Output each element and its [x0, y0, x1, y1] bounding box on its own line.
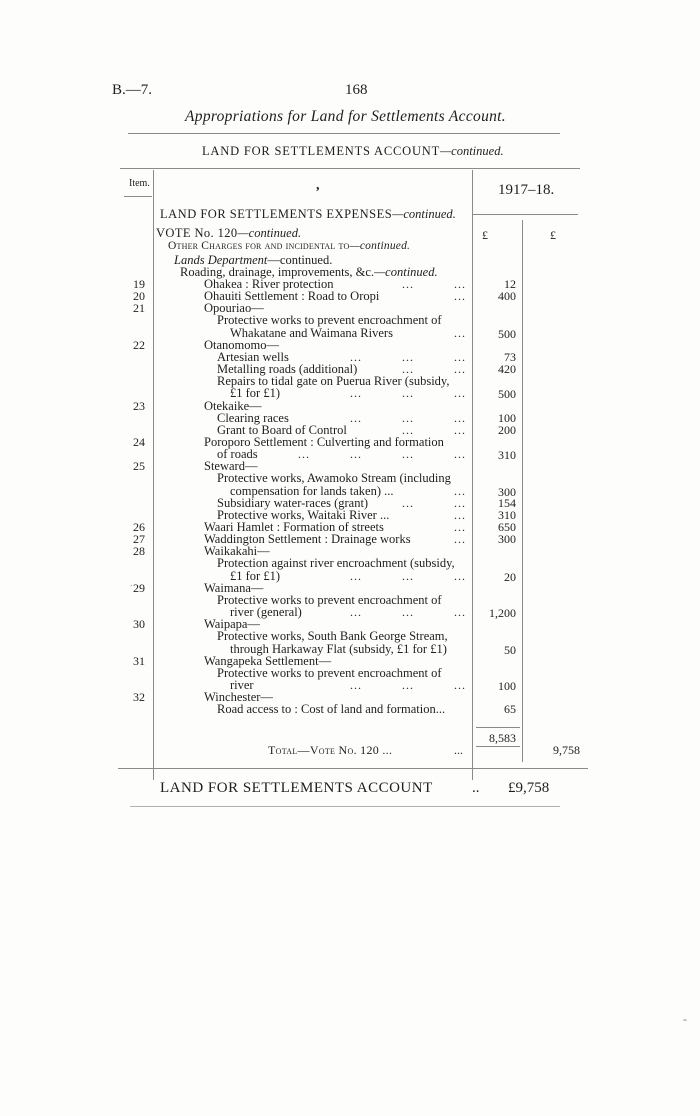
item-description-line: Whakatane and Waimana Rivers	[230, 325, 393, 340]
item-number: 28	[133, 544, 145, 559]
footer-total-dots: ..	[472, 780, 480, 796]
subtotal-rule	[476, 727, 520, 728]
leader-dots: ...	[454, 289, 466, 304]
total-dots: ...	[454, 743, 463, 757]
item-description-line: of roads	[217, 447, 258, 462]
leader-dots: ... ...	[402, 277, 466, 291]
leader-dots: ...	[454, 520, 466, 534]
amount-cell: 300	[498, 484, 516, 499]
section-title-suffix: —continued.	[392, 207, 456, 221]
top-rule	[128, 133, 560, 134]
table-top-rule	[120, 168, 580, 169]
year-header: 1917–18.	[498, 182, 555, 198]
item-header: Item.	[129, 178, 150, 189]
item-header-rule	[124, 196, 152, 197]
other-charges-suffix: —continued.	[349, 240, 411, 252]
subtotal-amount: 8,583	[489, 731, 516, 745]
item-description-line: Road access to : Cost of land and formation...	[217, 702, 446, 717]
item-number: 24	[133, 434, 145, 449]
section-title-main: LAND FOR SETTLEMENTS EXPENSES	[160, 207, 393, 221]
leader-dots: ... ... ...	[350, 605, 466, 620]
item-description-line: Ohauiti Settlement : Road to Oropi	[204, 289, 380, 304]
item-description-line: Otanomomo—	[204, 337, 279, 352]
amount-cell: 650	[498, 520, 516, 534]
footer-rule	[130, 806, 560, 807]
item-description-line: Waddington Settlement : Drainage works	[204, 532, 411, 547]
amount-cell: 100	[498, 678, 516, 693]
footer-total-amount: £9,758	[508, 780, 550, 796]
amount-cell: 310	[498, 448, 516, 463]
item-number: 22	[133, 337, 145, 352]
item-description-line: Protective works to prevent encroachment of	[217, 665, 442, 680]
amount-cell: 200	[498, 422, 516, 437]
leader-dots: ...	[454, 532, 466, 547]
section-title	[160, 207, 456, 222]
item-description-line: Protective works to prevent encroachment of	[217, 313, 442, 328]
header-mark: ,	[316, 178, 320, 193]
item-description-line: Waari Hamlet : Formation of streets	[204, 520, 384, 534]
item-description-line: Metalling roads (additional)	[217, 362, 358, 377]
item-description-line: Steward—	[204, 459, 258, 474]
leader-dots: ... ... ... ...	[298, 447, 466, 462]
amount-cell: 73	[504, 349, 516, 364]
leader-dots: ... ... ...	[350, 386, 466, 401]
leader-dots: ...	[454, 325, 466, 340]
item-number: 27	[133, 532, 145, 547]
item-description-line: Otekaike—	[204, 398, 262, 413]
item-description-line: through Harkaway Flat (subsidy, £1 for £1)	[230, 641, 447, 656]
leader-dots: ... ...	[402, 362, 466, 377]
leader-dots: ... ... ...	[350, 677, 466, 692]
item-number: 26	[133, 520, 145, 534]
vote-title-suffix: —continued.	[237, 226, 302, 240]
item-description-line: Grant to Board of Control	[217, 422, 347, 437]
item-description-line: Protection against river encroachment (subsidy,	[217, 556, 455, 571]
footer-total-label: LAND FOR SETTLEMENTS ACCOUNT	[160, 780, 433, 796]
leader-dots: ...	[454, 507, 466, 522]
item-number: 23	[133, 398, 145, 413]
amount-cell: 500	[498, 387, 516, 402]
subhead-main: Roading, drainage, improvements, &c.	[180, 265, 375, 279]
year-header-rule	[473, 214, 578, 215]
leader-dots: ... ...	[402, 495, 466, 510]
amount-cell: 20	[504, 569, 516, 584]
item-description-line: compensation for lands taken) ...	[230, 483, 394, 498]
item-description-line: river	[230, 677, 254, 692]
other-charges-main: Other Charges for and incidental to	[168, 240, 350, 252]
margin-mark: .	[130, 578, 133, 589]
item-description-line: Protective works, South Bank George Stream,	[217, 629, 448, 644]
item-column-rule	[153, 170, 154, 780]
amount-column-rule-mid	[522, 220, 523, 762]
account-title-main: LAND FOR SETTLEMENTS ACCOUNT	[202, 144, 441, 158]
total-label: Total—Vote No. 120 ...	[268, 743, 393, 757]
leader-dots: ...	[454, 483, 466, 498]
running-title: Appropriations for Land for Settlements Account.	[185, 108, 506, 125]
table-bottom-rule	[118, 768, 588, 769]
leader-dots: ... ... ...	[350, 349, 466, 364]
item-description-line: river (general)	[230, 605, 302, 620]
subtotal-underline	[476, 746, 520, 747]
department-suffix: —continued.	[267, 253, 333, 267]
total-amount: 9,758	[553, 743, 580, 757]
department-main: Lands Department	[174, 253, 268, 267]
item-description-line: Repairs to tidal gate on Puerua River (subsidy,	[217, 374, 450, 389]
amount-column-rule-left	[472, 170, 473, 780]
item-description-line: Wangapeka Settlement—	[204, 653, 332, 668]
leader-dots: ... ...	[402, 422, 466, 437]
amount-cell: 500	[498, 326, 516, 341]
currency-symbol-1: £	[482, 228, 488, 242]
item-number: 30	[133, 617, 145, 632]
amount-cell: 50	[504, 642, 516, 657]
amount-cell: 300	[498, 532, 516, 547]
account-title-suffix: —continued.	[440, 144, 504, 158]
amount-cell: 400	[498, 289, 516, 304]
item-description-line: Clearing races	[217, 410, 289, 425]
amount-cell: 100	[498, 410, 516, 425]
currency-symbol-2: £	[550, 228, 556, 242]
page-number: 168	[345, 82, 368, 98]
amount-cell: 420	[498, 362, 516, 377]
item-description-line: Protective works, Awamoko Stream (including	[217, 471, 451, 486]
item-number: 31	[133, 653, 145, 668]
amount-cell: 65	[504, 702, 516, 717]
item-description-line: Protective works to prevent encroachment of	[217, 592, 442, 607]
account-title	[202, 144, 504, 159]
subhead-suffix: —continued.	[374, 265, 438, 279]
item-number: 19	[133, 277, 145, 291]
item-description-line: Protective works, Waitaki River ...	[217, 507, 390, 522]
amount-cell: 12	[504, 277, 516, 291]
item-description-line: Opouriao—	[204, 301, 264, 316]
item-number: 32	[133, 690, 145, 705]
item-description-line: Waipapa—	[204, 617, 260, 632]
item-description-line: Ohakea : River protection	[204, 277, 334, 291]
leader-dots: ... ... ...	[350, 410, 466, 425]
item-number: 25	[133, 459, 145, 474]
item-description-line: Waimana—	[204, 580, 264, 595]
vote-title	[156, 226, 301, 241]
amount-cell: 1,200	[489, 606, 516, 621]
leader-dots: ... ... ...	[350, 568, 466, 583]
amount-cell: 310	[498, 507, 516, 522]
item-description-line: Winchester—	[204, 690, 273, 705]
item-description-line: Waikakahi—	[204, 544, 270, 559]
edge-mark: ‐	[683, 1012, 687, 1026]
item-description-line: Poroporo Settlement : Culverting and formation	[204, 434, 444, 449]
item-description-line: Subsidiary water-races (grant)	[217, 495, 369, 510]
other-charges-heading	[168, 240, 410, 252]
item-number: 21	[133, 301, 145, 316]
item-number: 29	[133, 580, 145, 595]
item-description-line: £1 for £1)	[230, 568, 280, 583]
amount-cell: 154	[498, 495, 516, 510]
item-number: 20	[133, 289, 145, 304]
vote-title-main: VOTE No. 120	[156, 226, 238, 240]
item-description-line: Artesian wells	[217, 349, 289, 364]
document-reference: B.—7.	[112, 82, 153, 98]
item-description-line: £1 for £1)	[230, 386, 280, 401]
